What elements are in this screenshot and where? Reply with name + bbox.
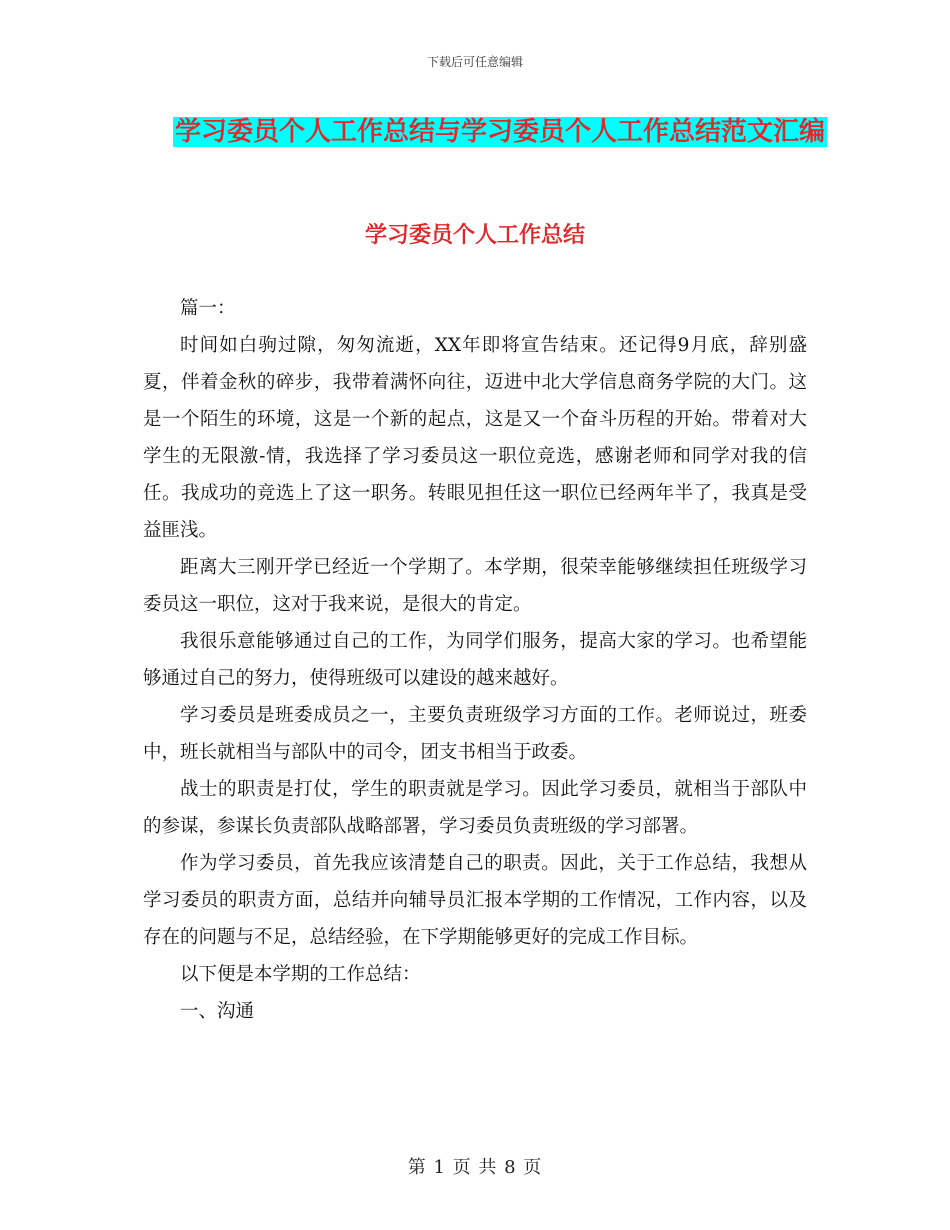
paragraph: 作为学习委员，首先我应该清楚自己的职责。因此，关于工作总结，我想从学习委员的职责方面，总结并向辅导员汇报本学期的工作情况，工作内容，以及存在的问题与不足，总结经验，在下学期能够更好的完成工作目标。	[143, 853, 807, 948]
paragraph: 篇一：	[180, 298, 236, 319]
document-title-text: 学习委员个人工作总结与学习委员个人工作总结范文汇编	[174, 117, 825, 147]
paragraph: 距离大三刚开学已经近一个学期了。本学期，很荣幸能够继续担任班级学习委员这一职位，这对于我来说，是很大的肯定。	[143, 557, 807, 615]
paragraph: 我很乐意能够通过自己的工作，为同学们服务，提高大家的学习。也希望能够通过自己的努力，使得班级可以建设的越来越好。	[143, 631, 807, 689]
paragraph: 以下便是本学期的工作总结：	[180, 964, 421, 985]
section-title: 学习委员个人工作总结	[364, 223, 585, 248]
header-note: 下载后可任意编辑	[426, 55, 523, 69]
paragraph: 时间如白驹过隙，匆匆流逝，XX年即将宣告结束。还记得9月底，辞别盛夏，伴着金秋的碎步，我带着满怀向往，迈进中北大学信息商务学院的大门。这是一个陌生的环境，这是一个新的起点，这是又一个奋斗历程的开始。带着对大学生的无限激-情，我选择了学习委员这一职位竞选，感谢老师和同学对我的信任。我成功的竞选上了这一职务。转眼见担任这一职位已经两年半了，我真是受益匪浅。	[143, 335, 807, 541]
document-title	[150, 108, 850, 156]
paragraph: 一、沟通	[180, 1001, 255, 1022]
paragraph: 战士的职责是打仗，学生的职责就是学习。因此学习委员，就相当于部队中的参谋，参谋长负责部队战略部署，学习委员负责班级的学习部署。	[143, 779, 807, 837]
body-text	[143, 290, 807, 1030]
paragraph: 学习委员是班委成员之一，主要负责班级学习方面的工作。老师说过，班委中，班长就相当与部队中的司令，团支书相当于政委。	[143, 705, 807, 763]
page-footer: 第 1 页 共 8 页	[407, 1157, 543, 1178]
